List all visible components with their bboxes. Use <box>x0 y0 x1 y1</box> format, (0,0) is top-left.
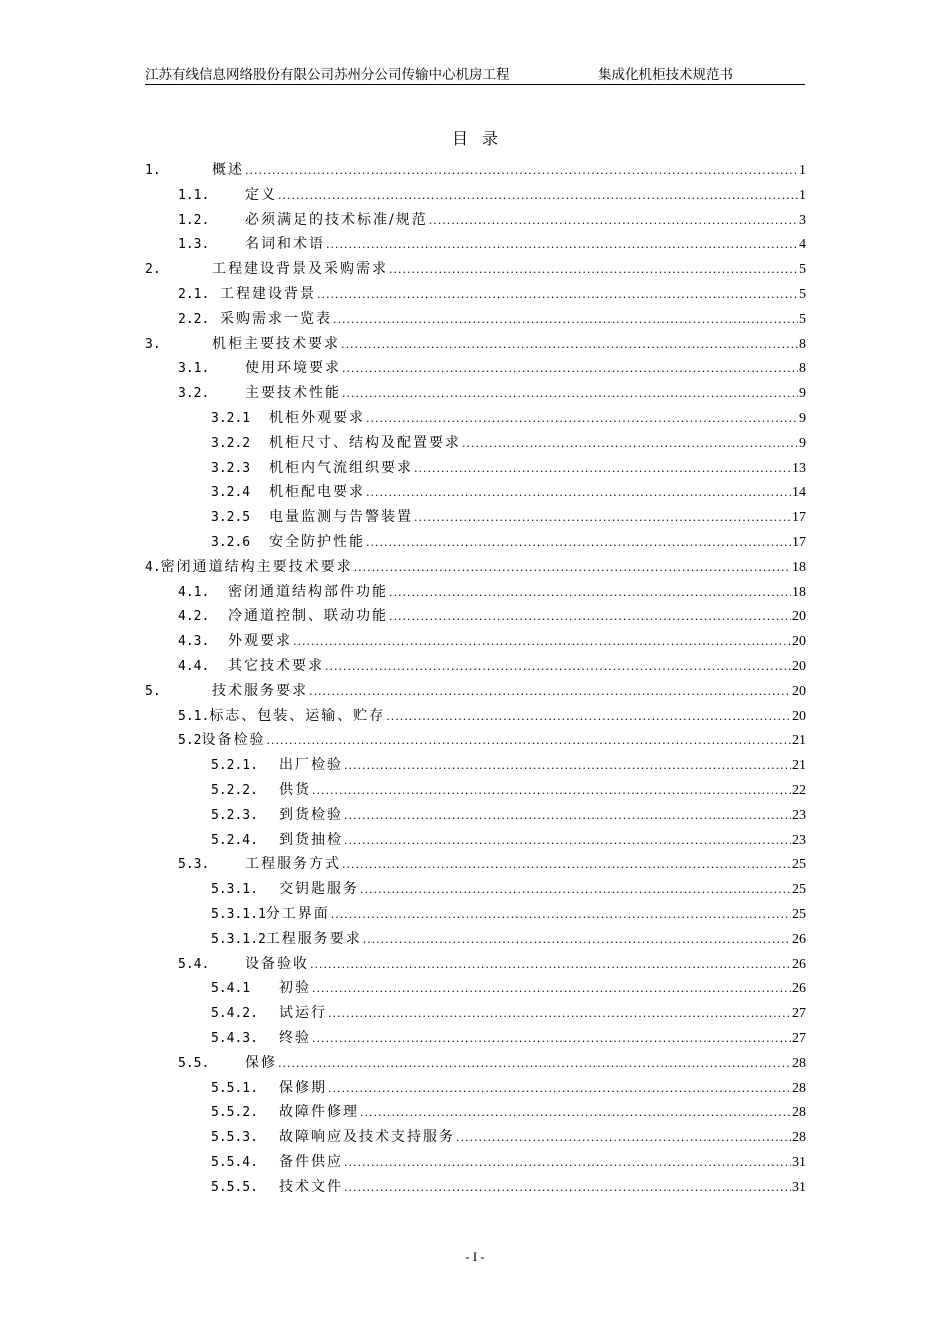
toc-entry-page: 5 <box>799 262 806 278</box>
toc-entry-title: 外观要求 <box>228 633 292 650</box>
toc-dot-leader <box>414 457 791 481</box>
toc-entry-title: 初验 <box>279 980 311 997</box>
toc-entry-page: 27 <box>792 1006 806 1022</box>
toc-entry-title: 保修 <box>245 1054 277 1071</box>
toc-entry-title: 交钥匙服务 <box>279 881 359 898</box>
toc-dot-leader <box>328 1002 791 1026</box>
toc-entry-title: 密闭通道结构部件功能 <box>228 583 388 600</box>
toc-entry-title: 到货检验 <box>279 806 343 823</box>
toc-entry-page: 20 <box>792 634 806 650</box>
toc-entry-number: 5.3.1.2 <box>211 931 266 947</box>
toc-entry-number: 5.3.1. <box>211 882 258 898</box>
toc-entry-number: 1.1. <box>178 187 210 203</box>
toc-entry-title: 电量监测与告警装置 <box>269 509 413 526</box>
toc-dot-leader <box>342 853 791 877</box>
toc-entry-title: 分工界面 <box>265 906 330 922</box>
toc-entry-title: 必须满足的技术标准/规范 <box>245 211 428 228</box>
toc-entry-number: 2.2. <box>178 311 210 327</box>
toc-entry-number: 4. <box>145 559 161 575</box>
toc-entry-page: 28 <box>792 1105 806 1121</box>
toc-entry[interactable] <box>211 877 806 901</box>
toc-entry-number: 5.4.3. <box>211 1031 258 1046</box>
toc-entry-title: 使用环境要求 <box>245 360 341 377</box>
toc-entry[interactable] <box>178 307 806 331</box>
toc-entry-page: 31 <box>792 1179 806 1195</box>
toc-entry-title: 工程服务要求 <box>265 930 362 947</box>
toc-dot-leader <box>462 432 798 456</box>
toc-entry-page: 23 <box>792 832 806 848</box>
toc-dot-leader <box>456 1126 791 1150</box>
toc-entry-title: 密闭通道结构主要技术要求 <box>160 558 353 575</box>
toc-entry-number: 3.2.6 <box>211 535 251 550</box>
toc-entry-page: 26 <box>792 956 806 972</box>
toc-dot-leader <box>312 977 791 1001</box>
toc-entry[interactable] <box>211 1001 806 1025</box>
toc-entry-page: 21 <box>792 733 806 749</box>
toc-entry-number: 5.5. <box>178 1055 210 1071</box>
toc-entry-number: 5.2 <box>178 733 202 749</box>
toc-dot-leader <box>328 1077 791 1101</box>
toc-entry-number: 3.2.4 <box>211 485 251 501</box>
toc-entry[interactable] <box>211 530 806 554</box>
toc-dot-leader <box>344 1151 791 1175</box>
toc-entry[interactable] <box>178 183 806 207</box>
toc-entry-page: 28 <box>792 1080 806 1096</box>
toc-entry[interactable] <box>211 803 806 827</box>
toc-entry[interactable] <box>211 480 806 504</box>
toc-entry-title: 技术文件 <box>279 1178 343 1195</box>
toc-entry-number: 5.2.1. <box>211 758 258 774</box>
toc-entry-title: 故障响应及技术支持服务 <box>279 1129 455 1146</box>
toc-entry-page: 25 <box>792 882 806 898</box>
toc-entry-page: 23 <box>792 807 806 823</box>
toc-dot-leader <box>266 729 791 753</box>
toc-entry[interactable] <box>145 679 806 703</box>
toc-entry-page: 21 <box>792 758 806 774</box>
toc-entry-title: 机柜尺寸、结构及配置要求 <box>269 434 461 451</box>
toc-entry-number: 5.5.2. <box>211 1105 258 1121</box>
toc-entry-page: 1 <box>799 163 806 178</box>
toc-entry[interactable] <box>178 604 806 628</box>
toc-entry-number: 1.3. <box>178 237 210 253</box>
toc-entry-title: 其它技术要求 <box>228 658 324 674</box>
toc-dot-leader <box>366 481 791 505</box>
toc-dot-leader <box>363 928 791 952</box>
toc-entry[interactable] <box>211 1076 806 1100</box>
toc-entry-title: 采购需求一览表 <box>220 310 332 327</box>
toc-entry[interactable] <box>211 1026 806 1050</box>
toc-entry-page: 25 <box>792 907 806 922</box>
toc-entry[interactable] <box>178 852 806 876</box>
toc-entry[interactable] <box>178 381 806 405</box>
toc-entry-number: 5.4.1 <box>211 981 251 997</box>
toc-entry-page: 26 <box>792 931 806 947</box>
toc-entry-number: 3.2.1 <box>211 411 251 426</box>
toc-entry[interactable] <box>178 654 806 678</box>
toc-dot-leader <box>344 1176 791 1200</box>
toc-title: 目录 <box>451 129 512 148</box>
toc-entry-number: 5.5.1. <box>211 1080 258 1096</box>
toc-entry-page: 9 <box>799 386 806 402</box>
toc-entry-page: 18 <box>792 559 806 575</box>
toc-dot-leader <box>293 630 791 654</box>
toc-entry-number: 5.4.2. <box>211 1006 258 1022</box>
toc-entry[interactable] <box>211 976 806 1000</box>
toc-entry-title: 安全防护性能 <box>269 534 365 550</box>
toc-entry-number: 3.2. <box>178 386 210 402</box>
toc-entry-title: 供货 <box>279 782 311 798</box>
toc-entry[interactable] <box>211 1175 806 1199</box>
toc-entry-title: 技术服务要求 <box>212 682 308 699</box>
toc-dot-leader <box>360 878 791 902</box>
toc-entry-page: 9 <box>799 411 806 426</box>
toc-entry-number: 4.4. <box>178 659 210 674</box>
toc-entry-title: 主要技术性能 <box>245 385 341 402</box>
toc-entry-number: 3.2.2 <box>211 435 251 451</box>
toc-entry-page: 9 <box>799 435 806 451</box>
toc-entry-number: 4.3. <box>178 634 210 650</box>
toc-entry-title: 工程建设背景及采购需求 <box>212 261 388 278</box>
toc-entry-title: 工程服务方式 <box>245 856 341 873</box>
toc-entry-title: 机柜外观要求 <box>269 410 365 426</box>
toc-entry-title: 机柜主要技术要求 <box>212 335 340 352</box>
toc-dot-leader <box>326 233 798 257</box>
toc-entry-number: 5.1. <box>178 708 210 724</box>
toc-entry[interactable] <box>211 902 806 926</box>
toc-dot-leader <box>309 680 791 704</box>
toc-entry-page: 14 <box>792 485 806 501</box>
toc-entry-page: 20 <box>792 708 806 724</box>
toc-entry-page: 28 <box>792 1055 806 1071</box>
header-left-text: 江苏有线信息网络股份有限公司苏州分公司传输中心机房工程 <box>145 67 510 83</box>
toc-entry-title: 设备验收 <box>245 955 309 972</box>
toc-dot-leader <box>360 1101 791 1125</box>
toc-entry-number: 5.3.1.1 <box>211 907 266 922</box>
toc-dot-leader <box>317 283 798 307</box>
toc-dot-leader <box>278 1052 791 1076</box>
toc-entry-page: 28 <box>792 1130 806 1146</box>
toc-entry-page: 25 <box>792 857 806 873</box>
toc-entry[interactable] <box>178 728 806 752</box>
toc-entry-title: 故障件修理 <box>279 1104 359 1121</box>
toc-entry-number: 1. <box>145 163 161 178</box>
toc-dot-leader <box>325 655 791 679</box>
toc-entry[interactable] <box>178 580 806 604</box>
toc-entry-number: 3.2.3 <box>211 460 251 476</box>
toc-entry[interactable] <box>211 828 806 852</box>
toc-entry[interactable] <box>145 555 806 579</box>
toc-dot-leader <box>354 556 791 580</box>
page-footer: - I - <box>465 1249 485 1264</box>
toc-entry-number: 5.4. <box>178 956 210 972</box>
toc-entry-page: 5 <box>799 311 806 327</box>
toc-entry-page: 17 <box>792 535 806 550</box>
toc-entry-title: 名词和术语 <box>245 236 325 253</box>
toc-entry-title: 终验 <box>279 1030 311 1046</box>
toc-entry-page: 31 <box>792 1155 806 1170</box>
toc-entry-page: 17 <box>792 510 806 526</box>
toc-dot-leader <box>342 382 798 406</box>
toc-dot-leader <box>366 531 791 555</box>
toc-entry-number: 3.1. <box>178 361 210 377</box>
toc-entry[interactable] <box>145 257 806 281</box>
toc-entry-title: 机柜内气流组织要求 <box>269 459 413 476</box>
toc-entry[interactable] <box>211 1125 806 1149</box>
toc-entry[interactable] <box>211 753 806 777</box>
toc-entry[interactable] <box>211 778 806 802</box>
toc-entry-number: 1.2. <box>178 212 210 228</box>
header-right-text: 集成化机柜技术规范书 <box>598 67 733 83</box>
toc-dot-leader <box>312 779 791 803</box>
toc-dot-leader <box>342 357 798 381</box>
toc-entry-number: 2.1. <box>178 287 210 302</box>
toc-entry-page: 20 <box>792 683 806 699</box>
toc-entry[interactable] <box>178 1051 806 1075</box>
page-header <box>145 66 805 85</box>
toc-entry[interactable] <box>211 406 806 430</box>
toc-entry-title: 出厂检验 <box>279 757 343 774</box>
toc-entry[interactable] <box>178 952 806 976</box>
toc-entry-number: 4.1. <box>178 584 210 600</box>
toc-entry-title: 定义 <box>245 186 277 203</box>
toc-dot-leader <box>366 407 798 431</box>
toc-entry-page: 18 <box>792 584 806 600</box>
toc-dot-leader <box>344 804 791 828</box>
toc-entry-title: 保修期 <box>279 1079 327 1096</box>
toc-entry-title: 设备检验 <box>201 732 266 749</box>
toc-dot-leader <box>414 506 791 530</box>
toc-entry-page: 8 <box>799 336 806 352</box>
toc-entry-number: 5.5.3. <box>211 1130 258 1146</box>
toc-entry-number: 4.2. <box>178 609 210 625</box>
toc-entry-page: 4 <box>799 237 806 253</box>
toc-entry-page: 8 <box>799 361 806 377</box>
toc-dot-leader <box>344 754 791 778</box>
toc-entry-number: 3.2.5 <box>211 510 251 526</box>
toc-entry-title: 概述 <box>212 162 244 178</box>
toc-entry-number: 5.2.2. <box>211 783 258 798</box>
toc-dot-leader <box>341 333 798 357</box>
toc-dot-leader <box>389 581 791 605</box>
toc-entry[interactable] <box>145 332 806 356</box>
toc-entry-page: 20 <box>792 659 806 674</box>
toc-entry-page: 20 <box>792 609 806 625</box>
toc-entry-page: 1 <box>799 187 806 203</box>
toc-dot-leader <box>386 705 791 729</box>
toc-entry[interactable] <box>211 456 806 480</box>
toc-entry[interactable] <box>178 629 806 653</box>
toc-dot-leader <box>429 209 798 233</box>
toc-entry[interactable] <box>178 208 806 232</box>
toc-entry-number: 5.2.4. <box>211 832 258 848</box>
toc-dot-leader <box>333 308 798 332</box>
toc-entry-page: 26 <box>792 981 806 997</box>
toc-entry[interactable] <box>178 282 806 306</box>
toc-dot-leader <box>312 1027 791 1051</box>
toc-entry-number: 5. <box>145 683 161 699</box>
toc-dot-leader <box>310 953 791 977</box>
toc-entry-title: 试运行 <box>279 1005 327 1022</box>
toc-entry-number: 2. <box>145 262 161 278</box>
toc-entry[interactable] <box>211 505 806 529</box>
toc-entry-number: 5.5.5. <box>211 1179 258 1195</box>
toc-dot-leader <box>344 829 791 853</box>
toc-entry[interactable] <box>211 431 806 455</box>
toc-entry[interactable] <box>211 1150 806 1174</box>
toc-entry[interactable] <box>211 1100 806 1124</box>
toc-entry-page: 13 <box>792 460 806 476</box>
toc-entry-title: 工程建设背景 <box>220 286 316 302</box>
toc-dot-leader <box>389 605 791 629</box>
toc-entry-title: 冷通道控制、联动功能 <box>228 608 388 625</box>
toc-entry-title: 机柜配电要求 <box>269 484 365 501</box>
toc-entry-number: 5.3. <box>178 857 210 873</box>
toc-dot-leader <box>245 159 798 183</box>
toc-entry-title: 到货抽检 <box>279 831 343 848</box>
toc-entry-title: 备件供应 <box>279 1154 343 1170</box>
toc-entry[interactable] <box>178 704 806 728</box>
toc-entry-title: 标志、包装、运输、贮存 <box>209 707 386 724</box>
toc-entry-number: 3. <box>145 336 161 352</box>
toc-dot-leader <box>331 903 791 927</box>
toc-entry[interactable] <box>178 356 806 380</box>
toc-entry-page: 3 <box>799 212 806 228</box>
toc-entry[interactable] <box>145 158 806 182</box>
toc-entry-page: 27 <box>792 1031 806 1046</box>
toc-entry-number: 5.2.3. <box>211 807 258 823</box>
toc-entry[interactable] <box>211 927 806 951</box>
toc-dot-leader <box>278 184 798 208</box>
toc-entry-number: 5.5.4. <box>211 1155 258 1170</box>
toc-entry-page: 22 <box>792 783 806 798</box>
toc-dot-leader <box>389 258 798 282</box>
toc-entry-page: 5 <box>799 287 806 302</box>
toc-entry[interactable] <box>178 232 806 256</box>
